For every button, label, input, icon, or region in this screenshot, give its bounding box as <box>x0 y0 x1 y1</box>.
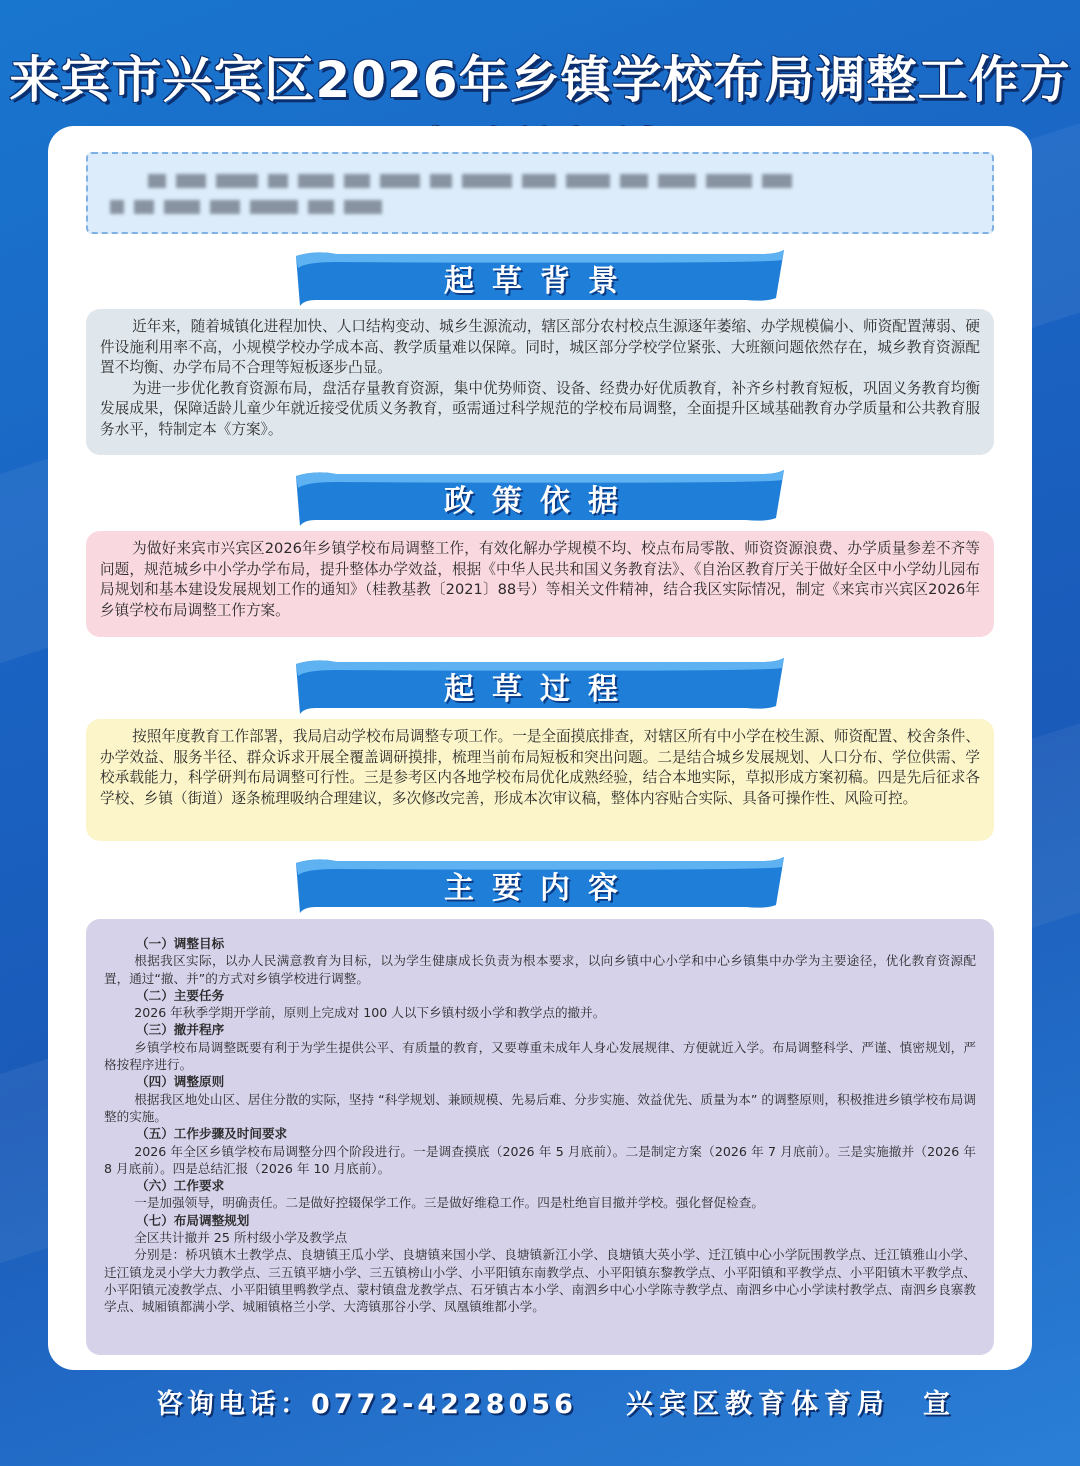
paragraph: 近年来，随着城镇化进程加快、人口结构变动、城乡生源流动，辖区部分农村校点生源逐年萎缩、办学规模偏小、师资配置薄弱、硬件设施利用率不高，小规模学校办学成本高、教学质量难以保障。同时，城区部分学校学位紧张、大班额问题依然存在，城乡教育资源配置不均衡、办学布局不合理等短板逐步凸显。 <box>100 318 980 377</box>
item-text: 全区共计撤并 25 所村级小学及教学点 <box>134 1230 348 1246</box>
blurred-intro-box <box>86 152 994 234</box>
section-ribbon-process <box>296 658 784 714</box>
blurred-text-line <box>110 200 382 214</box>
blurred-text-line <box>148 174 792 188</box>
poster-title: 来宾市兴宾区2026年乡镇学校布局调整工作方 <box>9 51 1071 109</box>
section-ribbon-background <box>296 250 784 306</box>
item-title: （二）主要任务 <box>136 987 225 1003</box>
item-title: （三）撤并程序 <box>136 1022 225 1038</box>
paragraph: 为做好来宾市兴宾区2026年乡镇学校布局调整工作，有效化解办学规模不均、校点布局零散、师资资源浪费、办学质量参差不齐等问题，规范城乡中小学办学布局，提升整体办学效益，根据《中华人民共和国义务教育法》、《自治区教育厅关于做好全区中小学幼儿园布局规划和基本建设发展规划工作的通知》（桂教基教〔2021〕88号）等相关文件精神，结合我区实际情况，制定《来宾市兴宾区2026年乡镇学校布局调整工作方案。 <box>100 540 980 619</box>
item-text: 根据我区实际，以办人民满意教育为目标，以为学生健康成长负责为根本要求，以向乡镇中心小学和中心乡镇集中办学为主要途径，优化教育资源配置，通过“撤、并”的方式对乡镇学校进行调整。 <box>104 953 976 986</box>
paragraph: 为进一步优化教育资源布局，盘活存量教育资源，集中优势师资、设备、经费办好优质教育，补齐乡村教育短板，巩固义务教育均衡发展成果，保障适龄儿童少年就近接受优质义务教育，亟需通过科学规范的学校布局调整，全面提升区域基础教育办学质量和公共教育服务水平，特制定本《方案》。 <box>100 379 980 438</box>
basis-box <box>86 531 994 637</box>
item-title: （四）调整原则 <box>136 1074 225 1090</box>
content-box <box>86 919 994 1355</box>
item-text: 一是加强领导，明确责任。二是做好控辍保学工作。三是做好维稳工作。四是杜绝盲目撤并学校。强化督促检查。 <box>134 1195 764 1211</box>
footer <box>0 1382 1080 1422</box>
section-heading: 主要内容 <box>444 871 636 906</box>
item-title: （五）工作步骤及时间要求 <box>136 1126 288 1142</box>
publisher: 兴宾区教育体育局 宣 <box>626 1389 956 1420</box>
section-ribbon-basis <box>296 470 784 526</box>
section-heading: 起草过程 <box>444 672 636 707</box>
section-heading: 政策依据 <box>444 484 636 519</box>
item-title: （一）调整目标 <box>136 936 225 951</box>
background-box <box>86 309 994 455</box>
item-title: （六）工作要求 <box>136 1178 225 1194</box>
section-ribbon-content <box>296 857 784 913</box>
item-text: 2026 年秋季学期开学前，原则上完成对 100 人以下乡镇村级小学和教学点的撤并。 <box>134 1005 606 1021</box>
section-heading: 起草背景 <box>444 264 636 299</box>
school-list: 分别是：桥巩镇木土教学点、良塘镇王瓜小学、良塘镇来国小学、良塘镇新江小学、良塘镇大英小学、迁江镇中心小学阮围教学点、迁江镇雅山小学、迁江镇龙灵小学大力教学点、三五镇平塘小学、三五镇榜山小学、小平阳镇东南教学点、小平阳镇东黎教学点、小平阳镇和平教学点、小平阳镇木平教学点、小平阳镇元凌教学点、小平阳镇里鸭教学点、蒙村镇盘龙教学点、石牙镇古本小学、南泗乡中心小学陈寺教学点、南泗乡中心小学读村教学点、南泗乡良寨教学点、城厢镇都满小学、城厢镇格兰小学、大湾镇那谷小学、凤凰镇维都小学。 <box>104 1247 976 1315</box>
item-text: 乡镇学校布局调整既要有利于为学生提供公平、有质量的教育，又要尊重未成年人身心发展规律、方便就近入学。布局调整科学、严谨、慎密规划，严格按程序进行。 <box>104 1039 976 1073</box>
paragraph: 按照年度教育工作部署，我局启动学校布局调整专项工作。一是全面摸底排查，对辖区所有中小学在校生源、师资配置、校舍条件、办学效益、服务半径、群众诉求开展全覆盖调研摸排，梳理当前布局短板和突出问题。二是结合城乡发展规划、人口分布、学位供需、学校承载能力，科学研判布局调整可行性。三是参考区内各地学校布局优化成熟经验，结合本地实际，草拟形成方案初稿。四是先后征求各学校、乡镇（街道）逐条梳理吸纳合理建议，多次修改完善，形成本次审议稿，整体内容贴合实际、具备可操作性、风险可控。 <box>100 728 980 807</box>
process-box <box>86 719 994 841</box>
contact-phone: 咨询电话：0772-4228056 <box>156 1389 577 1420</box>
item-title: （七）布局调整规划 <box>136 1212 250 1228</box>
item-text: 2026 年全区乡镇学校布局调整分四个阶段进行。一是调查摸底（2026 年 5 月底前）。二是制定方案（2026 年 7 月底前）。三是实施撤并（2026 年 8 月底前）。四是总结汇报（2026 年 10 月底前）。 <box>104 1143 976 1176</box>
item-text: 根据我区地处山区、居住分散的实际，坚持 “科学规划、兼顾规模、先易后难、分步实施、效益优先、质量为本” 的调整原则，积极推进乡镇学校布局调整的实施。 <box>104 1091 976 1124</box>
